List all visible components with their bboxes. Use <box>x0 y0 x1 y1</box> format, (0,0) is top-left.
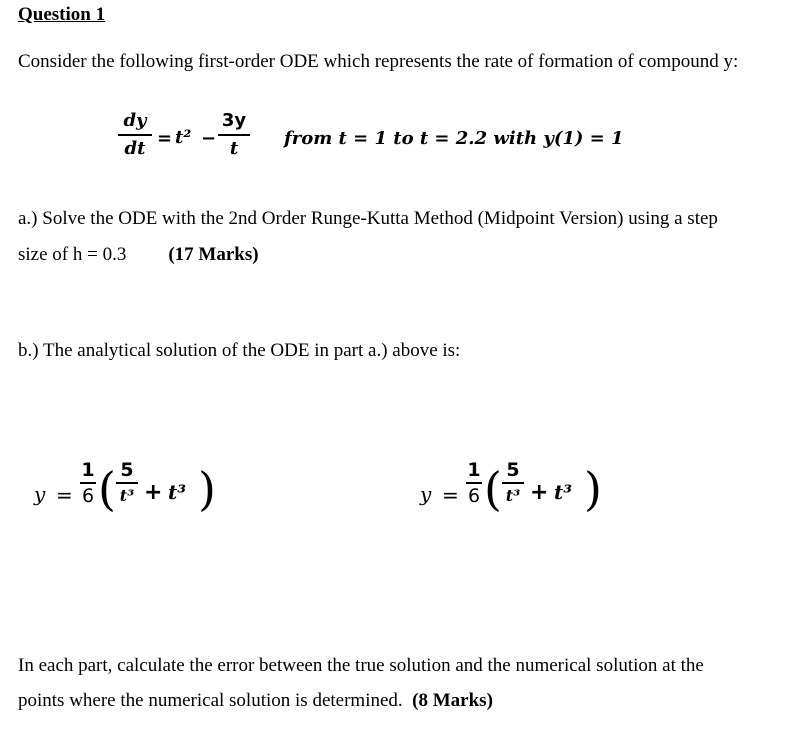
dy-dt-fraction <box>118 111 152 159</box>
solution-y: y <box>420 482 432 506</box>
five-over-t-cubed-fraction: 5 t³ <box>502 460 524 506</box>
part-b-text: b.) The analytical solution of the ODE in part a.) above is: <box>18 340 461 361</box>
analytical-solution-right <box>420 458 620 528</box>
left-paren: ( <box>484 462 502 516</box>
plus-sign: + <box>144 480 163 505</box>
question-title: Question 1 <box>18 4 106 25</box>
equals-sign: = <box>157 128 173 149</box>
closing-marks: (8 Marks) <box>412 690 493 711</box>
3y-over-t-fraction <box>218 111 250 159</box>
t-squared: t² <box>175 127 192 148</box>
ode-range-condition: from t = 1 to t = 2.2 with y(1) = 1 <box>284 128 624 149</box>
solution-equals: = <box>442 483 459 507</box>
dt-denominator: dt <box>124 138 146 159</box>
right-paren: ) <box>584 462 602 516</box>
solution-equals: = <box>56 483 73 507</box>
part-a-marks: (17 Marks) <box>168 244 259 265</box>
analytical-solution-left <box>34 458 234 528</box>
3y-numerator: 3y <box>221 110 247 131</box>
t-denominator: t <box>229 138 239 159</box>
fraction-bar <box>118 134 152 136</box>
minus-sign: − <box>201 128 217 149</box>
plus-sign: + <box>530 480 549 505</box>
five-over-t-cubed-fraction: 5 t³ <box>116 460 138 506</box>
solution-y: y <box>34 482 46 506</box>
intro-text: Consider the following first-order ODE which represents the rate of formation of compound y: <box>18 51 739 72</box>
step-size-text: size of h = 0.3 <box>18 244 127 265</box>
part-a-line1: a.) Solve the ODE with the 2nd Order Runge-Kutta Method (Midpoint Version) using a step <box>18 208 718 229</box>
t-cubed: t³ <box>554 480 572 504</box>
one-sixth-fraction: 1 6 <box>467 459 481 507</box>
one-sixth-fraction: 1 6 <box>81 459 95 507</box>
closing-text: points where the numerical solution is determined. <box>18 690 403 711</box>
closing-line1: In each part, calculate the error between the true solution and the numerical solution at the <box>18 655 704 676</box>
closing-line2 <box>18 690 493 712</box>
left-paren: ( <box>98 462 116 516</box>
part-a-line2 <box>18 244 259 266</box>
dy-numerator: dy <box>123 110 147 131</box>
right-paren: ) <box>198 462 216 516</box>
t-cubed: t³ <box>168 480 186 504</box>
fraction-bar <box>218 134 250 136</box>
